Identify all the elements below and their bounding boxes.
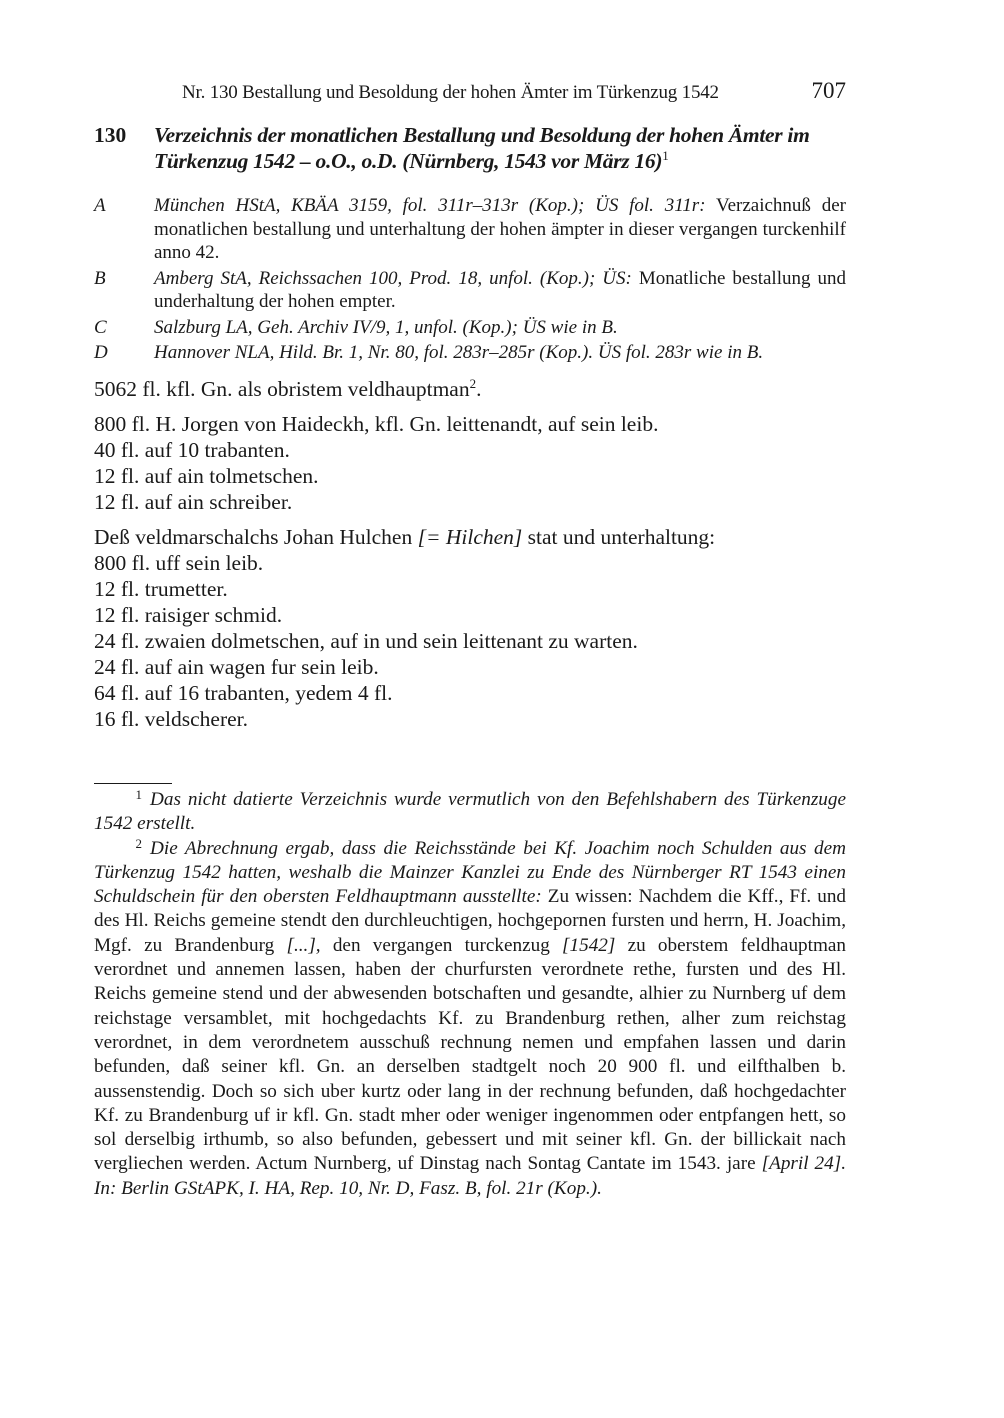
- footnote-ref-2[interactable]: 2: [469, 376, 477, 391]
- paragraph-leutnant: [94, 411, 846, 515]
- source-entry-c: [94, 316, 846, 340]
- obrist-line: 5062 fl. kfl. Gn. als obristem veldhauptman: [94, 377, 470, 401]
- obrist-line-end: .: [476, 377, 482, 401]
- source-title-text: Monatliche bestallung und underhaltung der hohen empter.: [154, 267, 846, 312]
- source-title-text: Verzaichnuß der monatlichen bestallung und unterhaltung der hohen ämpter in dieser vergangen turckenhilf anno 42.: [154, 195, 846, 263]
- footnote-ref-1[interactable]: 1: [662, 148, 669, 163]
- editorial-note: [...],: [286, 934, 321, 956]
- source-citation: Hannover NLA, Hild. Br. 1, Nr. 80, fol. 283r–285r (Kop.). ÜS fol. 283r wie in B.: [154, 342, 764, 363]
- footnote-quote: den vergangen turckenzug: [320, 934, 563, 956]
- salary-line: 12 fl. auf ain schreiber.: [94, 490, 293, 514]
- document-title-text: Verzeichnis der monatlichen Bestallung und Besoldung der hohen Ämter im Türkenzug 1542 – o.O., o.D. (Nürnberg, 1543 vor März 16): [154, 123, 810, 173]
- source-citation: Amberg StA, Reichssachen 100, Prod. 18, unfol. (Kop.); ÜS:: [154, 267, 632, 289]
- intro-text: Deß veldmarschalchs Johan Hulchen: [94, 525, 418, 549]
- salary-line: 12 fl. trumetter.: [94, 577, 228, 601]
- salary-line: 40 fl. auf 10 trabanten.: [94, 438, 290, 462]
- editorial-note: [April 24].: [761, 1153, 846, 1175]
- footnote-1: 1 Das nicht datierte Verzeichnis wurde vermutlich von den Befehlshabern des Türkenzuge 1542 erstellt.: [94, 787, 846, 835]
- source-citation: Salzburg LA, Geh. Archiv IV/9, 1, unfol. (Kop.); ÜS wie in B.: [154, 316, 618, 338]
- footnote-citation: In: Berlin GStAPK, I. HA, Rep. 10, Nr. D, Fasz. B, fol. 21r (Kop.).: [94, 1177, 602, 1199]
- main-text: [94, 376, 846, 741]
- source-sigle: B: [94, 267, 106, 289]
- footnote-quote: zu oberstem feldhauptman verordnet und annemen lassen, haben der churfursten verordnete rethe, fursten und des Hl. Reichs gemeine stend und der abwesenden botschaften und gesandte, alhier zu Nurnberg uf dem reichstage versamblet, mit hochgedachts Kf. zu Brandenburg rethen, alher zum reichstag verordnet, in dem verordnetem ausschuß rechnung nemen und empfahen lassen und darin befunden, daß seiner kfl. Gn. an derselben stadtgelt noch 20 900 fl. und eilfthalben b. aussenstendig. Doch so sich uber kurtz oder lang in der rechnung befunden, daß hochgedachter Kf. zu Brandenburg uf ir kfl. Gn. stadt mher oder weniger ingenommen oder entpfangen hett, so sol derselbig irthumb, so also befunden, gebessert und mit seiner kfl. Gn. der billickait nach vergliechen werden. Actum Nurnberg, uf Dinstag nach Sontag Cantate im 1543. jare: [94, 934, 846, 1175]
- footnote-2: 2 Die Abrechnung ergab, dass die Reichsstände bei Kf. Joachim noch Schulden aus dem Türkenzug 1542 hatten, weshalb die Mainzer Kanzlei zu Ende des Nürnberger RT 1543 einen Schuldschein für den obersten Feldhauptmann ausstellte: Zu wissen: Nachdem die Kff., Ff. und des Hl. Reichs gemeine stendt den durchleuchtigen, hochgepornen fursten und herrn, H. Joachim, Mgf. zu Brandenburg [...], den vergangen turckenzug [1542] zu oberstem feldhauptman verordnet und annemen lassen, haben der churfursten verordnete rethe, fursten und des Hl. Reichs gemeine stend und der abwesenden botschaften und gesandte, alhier zu Nurnberg uf dem reichstage versamblet, mit hochgedachts Kf. zu Brandenburg rethen, alher zum reichstag verordnet, in dem verordnetem ausschuß rechnung nemen und empfahen lassen und darin befunden, daß seiner kfl. Gn. an derselben stadtgelt noch 20 900 fl. und eilfthalben b. aussenstendig. Doch so sich uber kurtz oder lang in der rechnung befunden, daß hochgedachter Kf. zu Brandenburg uf ir kfl. Gn. stadt mher oder weniger ingenommen oder entpfangen hett, so sol derselbig irthumb, so also befunden, gebessert und mit seiner kfl. Gn. der billickait nach vergliechen werden. Actum Nurnberg, uf Dinstag nach Sontag Cantate im 1543. jare [April 24]. In: Berlin GStAPK, I. HA, Rep. 10, Nr. D, Fasz. B, fol. 21r (Kop.).: [94, 835, 847, 1199]
- editorial-note: [= Hilchen]: [417, 525, 523, 549]
- document-number: 130: [94, 123, 127, 147]
- footnote-commentary: Die Abrechnung ergab, dass die Reichsstände bei Kf. Joachim noch Schulden aus dem Türkenzug 1542 hatten, weshalb die Mainzer Kanzlei zu Ende des Nürnberger RT 1543 einen Schuldschein für den obersten Feldhauptmann ausstellte:: [94, 837, 846, 908]
- source-citation: München HStA, KBÄA 3159, fol. 311r–313r (Kop.); ÜS fol. 311r:: [154, 195, 706, 216]
- editorial-note: [1542]: [562, 934, 616, 956]
- intro-text-end: stat und unterhaltung:: [522, 525, 716, 549]
- paragraph-obrist: [94, 376, 846, 402]
- page-number: 707: [811, 78, 846, 103]
- salary-line: 16 fl. veldscherer.: [94, 707, 249, 731]
- source-entry-d: [94, 341, 846, 365]
- paragraph-feldmarschall: [94, 524, 846, 732]
- feldmarschall-intro: [94, 524, 846, 550]
- salary-line: 800 fl. H. Jorgen von Haideckh, kfl. Gn. leittenandt, auf sein leib.: [94, 412, 659, 436]
- running-head: [94, 78, 846, 108]
- salary-line: 800 fl. uff sein leib.: [94, 551, 264, 575]
- source-entry-b: [94, 267, 846, 314]
- source-list: [94, 194, 846, 367]
- footnotes: [94, 788, 846, 1201]
- source-sigle: A: [94, 195, 106, 216]
- footnote-text: Das nicht datierte Verzeichnis wurde vermutlich von den Befehlshabern des Türkenzuge 1542 erstellt.: [94, 789, 846, 835]
- source-sigle: C: [94, 316, 107, 338]
- footnote-quote: Zu wissen: Nachdem die Kff., Ff. und des Hl. Reichs gemeine stendt den durchleuchtigen, hochgepornen fursten und herrn, H. Joachim, Mgf. zu Brandenburg: [94, 886, 847, 956]
- source-entry-a: [94, 194, 846, 265]
- footnote-divider: [94, 783, 172, 784]
- source-sigle: D: [94, 342, 108, 363]
- salary-line: 24 fl. auf ain wagen fur sein leib.: [94, 655, 379, 679]
- salary-line: 12 fl. auf ain tolmetschen.: [94, 464, 319, 488]
- salary-line: 64 fl. auf 16 trabanten, yedem 4 fl.: [94, 681, 393, 705]
- running-head-title: Nr. 130 Bestallung und Besoldung der hohen Ämter im Türkenzug 1542: [182, 82, 719, 103]
- salary-line: 24 fl. zwaien dolmetschen, auf in und sein leittenant zu warten.: [94, 629, 638, 653]
- salary-line: 12 fl. raisiger schmid.: [94, 603, 283, 627]
- document-title: [154, 122, 854, 174]
